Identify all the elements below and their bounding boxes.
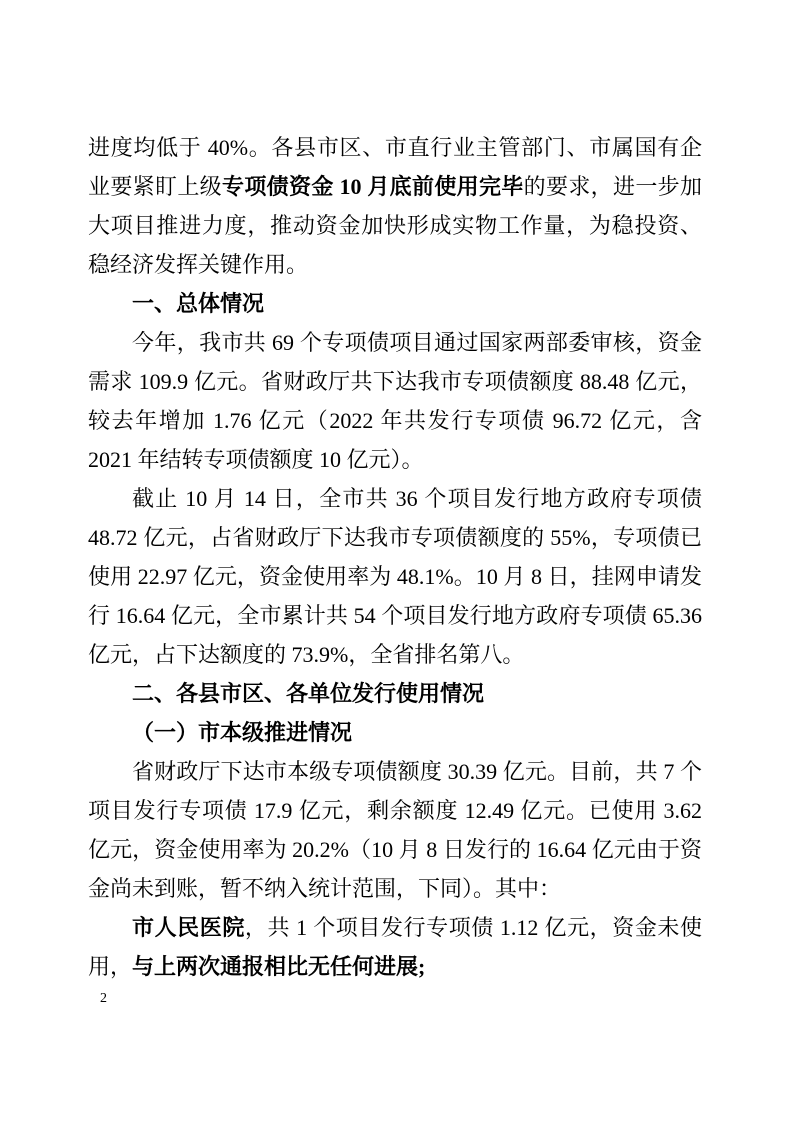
subsection-heading [88, 713, 702, 752]
text-run: 省财政厅下达市本级专项债额度 30.39 亿元。目前，共 7 个项目发行专项债 17.9 亿元，剩余额度 12.49 亿元。已使用 3.62 亿元，资金使用率为 20.2%（10 月 8 日发行的 16.64 亿元由于资金尚未到账，暂不纳入统计范围，下同）。其中： [88, 759, 702, 901]
section-heading [88, 284, 702, 323]
document-body [88, 128, 702, 986]
bold-text-run: 二、各县市区、各单位发行使用情况 [132, 681, 485, 706]
section-heading [88, 674, 702, 713]
paragraph [88, 323, 702, 479]
paragraph [88, 128, 702, 284]
paragraph [88, 752, 702, 908]
text-run: 今年，我市共 69 个专项债项目通过国家两部委审核，资金需求 109.9 亿元。省财政厅共下达我市专项债额度 88.48 亿元，较去年增加 1.76 亿元（2022 年共发行专项债 96.72 亿元，含 2021 年结转专项债额度 10 亿元）。 [88, 330, 702, 472]
page-number: 2 [100, 991, 107, 1006]
text-run: 的要求，进一步加大项目推进力度，推动资金加快形成实物工作量，为稳投资、稳经济发挥关键作用。 [88, 174, 702, 277]
text-run: ，共 1 个项目发行专项债 1.12 亿元，资金未使用， [88, 915, 702, 979]
bold-text-run: 与上两次通报相比无任何进展; [132, 954, 426, 979]
bold-text-run: 一、总体情况 [132, 291, 265, 316]
bold-text-run: 专项债资金 10 月底前使用完毕 [222, 174, 524, 199]
bold-text-run: 市人民医院 [132, 915, 245, 940]
paragraph [88, 479, 702, 674]
paragraph [88, 908, 702, 986]
text-run: 截止 10 月 14 日，全市共 36 个项目发行地方政府专项债 48.72 亿元，占省财政厅下达我市专项债额度的 55%，专项债已使用 22.97 亿元，资金使用率为 48.1%。10 月 8 日，挂网申请发行 16.64 亿元，全市累计共 54 个项目发行地方政府专项债 65.36 亿元，占下达额度的 73.9%，全省排名第八。 [88, 486, 702, 667]
text-run: 进度均低于 40%。各县市区、市直行业主管部门、市属国有企业要紧盯上级 [88, 135, 702, 199]
bold-text-run: （一）市本级推进情况 [132, 720, 353, 745]
